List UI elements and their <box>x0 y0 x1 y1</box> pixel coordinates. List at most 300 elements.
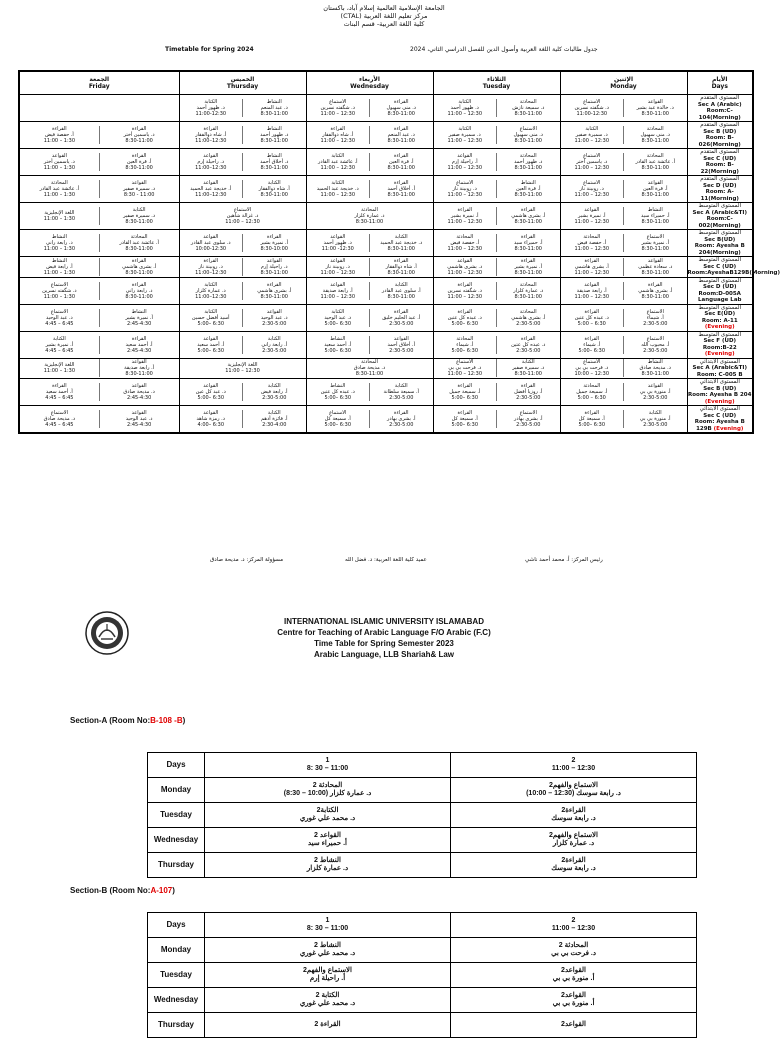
slot-time: 8:30 - 11:00 <box>100 192 179 198</box>
period-1-cell <box>205 1013 451 1038</box>
schedule-header-row <box>148 913 697 938</box>
slot-subject: القواعد <box>561 207 624 213</box>
class-slot <box>561 153 624 171</box>
slot-teacher: د. ياسمين أختر <box>561 159 624 165</box>
slot-time: 11:00 – 12:30 <box>307 192 370 198</box>
day-header <box>560 71 687 95</box>
slot-time: 11:00 – 12:30 <box>307 111 370 117</box>
slot-row <box>434 410 560 428</box>
day-cell <box>560 257 687 278</box>
section-name: Sec D (UD) <box>688 183 753 190</box>
slot-time: 11:00 – 12:30 <box>307 294 370 300</box>
day-cell <box>306 358 433 379</box>
class-slot <box>561 207 624 225</box>
period-2-teacher: د. رابعة سوسك (12:30 – 10:00) <box>451 790 696 798</box>
slot-table <box>307 153 433 171</box>
slot-time: 2:30-5:00 <box>370 395 433 401</box>
slot-subject: القراءة <box>307 126 370 132</box>
section-label <box>687 122 753 149</box>
slot-subject: القواعد <box>180 180 243 186</box>
slot-subject: الاستماع <box>561 99 624 105</box>
class-slot <box>307 99 370 117</box>
slot-teacher: د. عبد الوحيد <box>307 315 370 321</box>
timetable-row <box>19 304 753 331</box>
period-2-cell <box>451 828 697 853</box>
day-cell <box>433 358 560 379</box>
slot-teacher: د. منى سهيول <box>370 105 433 111</box>
class-slot <box>434 126 497 144</box>
class-slot <box>434 180 497 198</box>
section-a-label: Section-A (Room No:B-108 -B) <box>70 716 185 725</box>
slot-subject: القواعد <box>180 234 243 240</box>
slot-subject: القراءة <box>180 126 243 132</box>
day-cell <box>306 149 433 176</box>
slot-time: 8:30-11:00 <box>624 219 687 225</box>
class-slot <box>99 180 178 198</box>
days-header <box>687 71 753 95</box>
day-cell <box>179 358 306 379</box>
slot-time: 5:00– 6:30 <box>307 395 370 401</box>
class-slot <box>99 410 178 428</box>
room-text: Room:C-104(Morning) <box>699 108 741 121</box>
class-slot <box>624 99 687 117</box>
room-text: Room: Ayesha B 129B <box>695 419 745 432</box>
period-2-teacher: د. رابعة سوسك <box>451 865 696 873</box>
class-slot <box>434 336 497 354</box>
day-header-ar: الأربعاء <box>307 76 433 83</box>
class-slot <box>180 207 306 225</box>
room-text: Room: Ayesha B 204(Morning) <box>695 243 745 256</box>
slot-time: 8:30-11:00 <box>100 371 179 377</box>
class-slot <box>497 207 560 225</box>
class-slot <box>624 234 687 252</box>
class-slot <box>180 258 243 276</box>
slot-time: 8:30-10:00 <box>243 246 306 252</box>
level-name: المستوى المتقدم <box>688 149 753 156</box>
period-2-time: 11:00 – 12:30 <box>451 765 696 773</box>
slot-time: 8:30-11:00 <box>243 138 306 144</box>
timetable-row <box>19 277 753 304</box>
slot-table <box>561 309 687 327</box>
slot-teacher: أ. سميعة كل <box>561 416 624 422</box>
period-1-cell <box>205 988 451 1013</box>
day-cell <box>306 331 433 358</box>
class-slot <box>20 126 99 144</box>
slot-subject: القواعد <box>180 153 243 159</box>
slot-teacher: د. بشرى هاشمي <box>434 264 497 270</box>
slot-subject: القراءة <box>370 180 433 186</box>
slot-subject: النشاط <box>307 336 370 342</box>
day-cell <box>306 379 433 406</box>
slot-teacher: أ. قرة العين <box>100 159 179 165</box>
day-cell <box>19 358 179 379</box>
centre-name: Centre for Teaching of Arabic Language F/O Arabic (F.C) <box>0 627 768 638</box>
slot-teacher: د. روبينة ناز <box>180 264 243 270</box>
slot-subject: القراءة <box>100 126 179 132</box>
class-slot <box>20 234 99 252</box>
class-slot <box>561 234 624 252</box>
slot-subject: القراءة <box>497 234 560 240</box>
slot-subject: القراءة <box>100 336 179 342</box>
room-name <box>688 318 753 331</box>
slot-time: 8:30-11:00 <box>497 138 560 144</box>
slot-time: 8:30-11:00 <box>370 192 433 198</box>
class-slot <box>370 153 433 171</box>
slot-time: 11:00 – 1:30 <box>20 216 99 222</box>
slot-table <box>561 410 687 428</box>
period-1-subject: القواعد 2 <box>205 832 450 840</box>
slot-row <box>561 180 687 198</box>
slot-row <box>180 207 306 225</box>
slot-table <box>561 258 687 276</box>
slot-table <box>180 410 306 428</box>
section-label <box>687 230 753 257</box>
slot-teacher: أ. نميرة بشير <box>243 240 306 246</box>
slot-time: 8:30-11:00 <box>243 165 306 171</box>
day-cell <box>560 122 687 149</box>
class-slot <box>497 359 560 377</box>
slot-teacher: أ. نميرة بشير <box>561 213 624 219</box>
period-1-teacher: أ. حميراء سيد <box>205 840 450 848</box>
room-text: Room:C-002(Morning) <box>699 216 741 229</box>
day-cell <box>19 230 179 257</box>
class-slot <box>370 126 433 144</box>
class-slot <box>99 126 178 144</box>
period-2-cell <box>451 938 697 963</box>
slot-teacher: د. سعادة عظمى <box>624 264 687 270</box>
period-2-number: 2 <box>451 757 696 765</box>
slot-teacher: أسيد أفضل حسين <box>180 315 243 321</box>
slot-subject: المحادثة <box>561 234 624 240</box>
slot-time: 5:00– 6:30 <box>434 348 497 354</box>
slot-subject: الكتابة <box>370 234 433 240</box>
slot-time: 11:00–12:30 <box>180 294 243 300</box>
period-2-teacher: أ. منورة بي بي <box>451 1000 696 1008</box>
slot-time: 8:30-11:00 <box>624 192 687 198</box>
period-2-subject: المحادثة 2 <box>451 942 696 950</box>
class-slot <box>20 309 99 327</box>
class-slot <box>99 258 178 276</box>
slot-teacher: د. ياسمين أختر <box>100 132 179 138</box>
slot-row <box>434 336 560 354</box>
slot-row <box>307 258 433 276</box>
slot-subject: القواعد <box>624 180 687 186</box>
class-slot <box>561 99 624 117</box>
section-label <box>687 331 753 358</box>
section-b-table <box>147 912 697 1038</box>
period-1-time: 8: 30 – 11:00 <box>205 765 450 773</box>
slot-row <box>180 234 306 252</box>
slot-table <box>180 258 306 276</box>
class-slot <box>434 410 497 428</box>
slot-time: 5:00– 6:30 <box>180 321 243 327</box>
slot-time: 8:30-11:00 <box>624 270 687 276</box>
slot-time: 8:30-11:00 <box>243 192 306 198</box>
header-line-3: كلية اللغة العربية- قسم البنات <box>0 20 768 28</box>
slot-time: 11:00 – 12:30 <box>434 246 497 252</box>
period-1-cell <box>205 828 451 853</box>
slot-teacher: أ. سميعة كل <box>307 416 370 422</box>
slot-teacher: أ. سلوى عبد القادر <box>370 288 433 294</box>
slot-subject: الكتابة <box>370 383 433 389</box>
slot-teacher: د. مديحة صادق <box>100 389 179 395</box>
slot-table <box>20 234 179 252</box>
signature-head: رئيس المركز: أ. محمد أحمد ناشي <box>525 557 603 563</box>
class-slot <box>624 282 687 300</box>
class-slot <box>99 336 178 354</box>
slot-time: 8:30-11:00 <box>370 111 433 117</box>
class-slot <box>180 362 306 374</box>
section-name: Sec A (Arabic) <box>688 102 753 109</box>
schedule-row <box>148 828 697 853</box>
slot-teacher: د. رمزة شاهد <box>180 416 243 422</box>
room-name <box>688 108 753 121</box>
room-name <box>688 270 753 277</box>
slot-table <box>307 99 433 117</box>
level-name: المستوى المتوسط <box>688 278 753 285</box>
slot-teacher: د. فرحت بي بي <box>561 365 624 371</box>
slot-row <box>20 180 179 198</box>
slot-teacher: د. ظهور أحمد <box>434 105 497 111</box>
days-header-ar: الأيام <box>688 76 753 83</box>
slot-teacher: د. عبده كل عتين <box>434 315 497 321</box>
slot-time: 4:45 – 6:45 <box>20 321 99 327</box>
slot-time: 5:00– 6:30 <box>180 395 243 401</box>
slot-row <box>561 207 687 225</box>
day-header-en: Friday <box>20 83 179 90</box>
slot-subject: الكتابة <box>497 359 560 365</box>
slot-subject: الكتابة <box>180 309 243 315</box>
slot-subject: الاستماع <box>180 207 306 213</box>
class-slot <box>370 180 433 198</box>
arabic-timetable-title: جدول طالبات كلية اللغة العربية وأصول الدين للفصل الدراسي الثاني، 2024 <box>410 46 598 53</box>
slot-row <box>20 359 179 377</box>
slot-subject: الكتابة <box>243 336 306 342</box>
slot-row <box>561 336 687 354</box>
slot-table <box>20 282 179 300</box>
slot-time: 8:30-11:00 <box>497 246 560 252</box>
slot-time: 2:30-5:00 <box>243 321 306 327</box>
room-text: Room: A-11 <box>702 318 738 324</box>
slot-time: 5:00– 6:30 <box>307 422 370 428</box>
class-slot <box>561 282 624 300</box>
slot-subject: الكتابة <box>180 99 243 105</box>
slot-subject: الاستماع <box>497 410 560 416</box>
slot-time: 11:00–12:30 <box>180 192 243 198</box>
class-slot <box>99 207 178 225</box>
slot-teacher: د. عبد المنعم <box>243 105 306 111</box>
day-cell <box>19 122 179 149</box>
class-slot <box>243 126 306 144</box>
slot-subject: القراءة <box>100 282 179 288</box>
room-name <box>688 345 753 358</box>
class-slot <box>243 282 306 300</box>
slot-subject: الكتابة <box>370 282 433 288</box>
day-cell <box>560 304 687 331</box>
slot-subject: القواعد <box>100 359 179 365</box>
slot-teacher: د. رابعة راني <box>20 240 99 246</box>
slot-time: 2:30-5:00 <box>243 348 306 354</box>
slot-table <box>20 258 179 276</box>
class-slot <box>180 383 243 401</box>
slot-time: 2:30-5:00 <box>624 422 687 428</box>
slot-row <box>307 99 433 117</box>
section-label <box>687 304 753 331</box>
slot-teacher: د. فرحت بي بي <box>434 365 497 371</box>
slot-time: 8:30-11:00 <box>370 138 433 144</box>
slot-table <box>307 126 433 144</box>
slot-time: 8:30-11:00 <box>624 111 687 117</box>
slot-subject: القراءة <box>561 336 624 342</box>
class-slot <box>370 309 433 327</box>
period-1-number: 1 <box>205 757 450 765</box>
slot-table <box>434 126 560 144</box>
schedule-row <box>148 1013 697 1038</box>
room-name <box>688 216 753 229</box>
slot-subject: القراءة <box>434 282 497 288</box>
section-label <box>687 358 753 379</box>
class-slot <box>370 258 433 276</box>
level-name: المستوى المتقدم <box>688 176 753 183</box>
class-slot <box>99 309 178 327</box>
slot-row <box>434 258 560 276</box>
class-slot <box>20 410 99 428</box>
room-name <box>688 372 753 379</box>
slot-teacher: أ. شاه ذوالفقار <box>307 132 370 138</box>
slot-teacher: أ. شيماء <box>561 342 624 348</box>
slot-table <box>434 99 560 117</box>
slot-teacher: أ. أخلاق أحمد <box>370 342 433 348</box>
slot-teacher: أ. قرة العين <box>624 186 687 192</box>
slot-time: 8:30-11:00 <box>100 219 179 225</box>
slot-subject: القواعد <box>100 180 179 186</box>
slot-subject: النشاط <box>497 180 560 186</box>
class-slot <box>243 180 306 198</box>
slot-subject: اللغة الإنجليزية <box>180 362 306 368</box>
slot-teacher: أ. أحمد سعيد <box>20 389 99 395</box>
timetable-header-row <box>19 71 753 95</box>
room-name <box>688 189 753 202</box>
section-label <box>687 406 753 434</box>
class-slot <box>20 359 99 377</box>
room-text: Room: B-026(Morning) <box>699 135 741 148</box>
slot-subject: المحادثة <box>307 207 433 213</box>
slot-time: 11:00–12:30 <box>180 270 243 276</box>
day-header <box>19 71 179 95</box>
slot-row <box>307 180 433 198</box>
slot-teacher: د. ظهور أحمد <box>307 240 370 246</box>
level-name: المستوى الابتدائي <box>688 379 753 386</box>
slot-table <box>180 207 306 225</box>
slot-time: 11:00 – 1:30 <box>20 246 99 252</box>
slot-row <box>20 258 179 276</box>
slot-teacher: أ. بشرى هاشمي <box>624 288 687 294</box>
slot-row <box>307 383 433 401</box>
day-cell <box>19 379 179 406</box>
slot-subject: القراءة <box>243 234 306 240</box>
slot-time: 11:00 – 1:30 <box>20 270 99 276</box>
slot-teacher: د. عبده كل عتين <box>497 342 560 348</box>
timetable-row <box>19 122 753 149</box>
class-slot <box>497 410 560 428</box>
period-2-subject: الاستماع والفهم2 <box>451 832 696 840</box>
schedule-row <box>148 988 697 1013</box>
slot-time: 8:30-11:00 <box>497 192 560 198</box>
slot-time: 11:00 – 12:30 <box>434 294 497 300</box>
class-slot <box>307 180 370 198</box>
section-a-table <box>147 752 697 878</box>
slot-time: 8:30-11:00 <box>497 371 560 377</box>
period-2-teacher: أ. منورة بي بي <box>451 975 696 983</box>
slot-time: 4:45 – 6:45 <box>20 395 99 401</box>
room-text: Room:B-22 <box>703 345 737 351</box>
timetable-row <box>19 331 753 358</box>
level-name: المستوى الابتدائي <box>688 406 753 413</box>
class-slot <box>20 336 99 354</box>
slot-subject: القراءة <box>497 383 560 389</box>
level-name: المستوى المتوسط <box>688 230 753 237</box>
room-name <box>688 162 753 175</box>
slot-table <box>307 282 433 300</box>
slot-teacher: د. غزالة شاهين <box>180 213 306 219</box>
period-1-cell <box>205 803 451 828</box>
evening-tag: (Evening) <box>714 426 744 432</box>
class-slot <box>20 207 99 225</box>
day-cell <box>19 257 179 278</box>
slot-time: 11:00 – 12:30 <box>307 165 370 171</box>
timetable-row <box>19 95 753 122</box>
slot-subject: القواعد <box>307 258 370 264</box>
day-cell <box>433 95 560 122</box>
slot-time: 2:30-5:00 <box>497 348 560 354</box>
slot-teacher: د. منى سهيول <box>624 132 687 138</box>
class-slot <box>180 180 243 198</box>
period-2-number: 2 <box>451 917 696 925</box>
slot-row <box>434 282 560 300</box>
slot-teacher: أ. رابعة راني <box>243 342 306 348</box>
slot-time: 11:00 – 12:30 <box>180 368 306 374</box>
slot-subject: المحادثة <box>497 282 560 288</box>
class-slot <box>307 282 370 300</box>
slot-teacher: أ. عائشة عبد القادر <box>307 159 370 165</box>
section-label <box>687 95 753 122</box>
slot-row <box>307 153 433 171</box>
slot-subject: النشاط <box>243 126 306 132</box>
class-slot <box>434 359 497 377</box>
slot-subject: الكتابة <box>100 207 179 213</box>
class-slot <box>307 410 370 428</box>
section-name: Sec A (Arabic&TI) <box>688 365 753 372</box>
slot-teacher: د. ظهور أحمد <box>243 132 306 138</box>
slot-teacher: د. ظهور أحمد <box>497 159 560 165</box>
slot-time: 2:45-4:30 <box>100 395 179 401</box>
slot-time: 2:45-4:30 <box>100 348 179 354</box>
slot-table <box>20 410 179 428</box>
day-header-en: Wednesday <box>307 83 433 90</box>
slot-subject: القراءة <box>497 207 560 213</box>
slot-row <box>180 126 306 144</box>
day-cell <box>19 176 179 203</box>
slot-teacher: أ. رابعة صديقة <box>100 365 179 371</box>
slot-teacher: د. روبينة ناز <box>561 186 624 192</box>
section-label <box>687 176 753 203</box>
arabic-header <box>0 4 768 28</box>
slot-time: 8:30-11:00 <box>307 371 433 377</box>
slot-subject: القراءة <box>434 383 497 389</box>
slot-teacher: أ. بشرى بهادر <box>370 416 433 422</box>
class-slot <box>370 234 433 252</box>
class-slot <box>497 153 560 171</box>
